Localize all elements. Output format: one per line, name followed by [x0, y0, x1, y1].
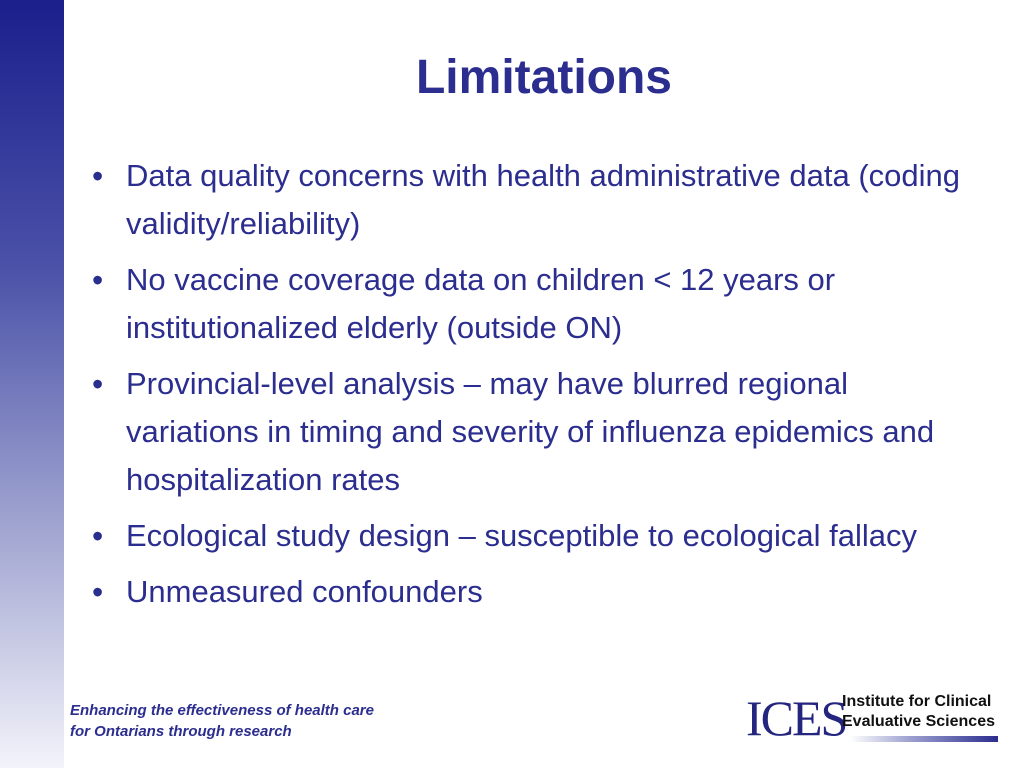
- logo-underline-bar: [850, 736, 998, 742]
- bullet-text: Unmeasured confounders: [126, 574, 483, 609]
- bullet-dot-icon: •: [92, 518, 104, 554]
- left-gradient-bar: [0, 0, 64, 768]
- footer-tagline: [70, 700, 374, 742]
- bullet-dot-icon: •: [92, 574, 104, 610]
- bullet-list: [88, 152, 968, 624]
- slide-title: Limitations: [415, 51, 672, 104]
- ices-logo-line1: Institute for Clinical: [842, 693, 992, 710]
- ices-logo-text: [842, 692, 995, 732]
- bullet-dot-icon: •: [92, 262, 104, 298]
- bullet-dot-icon: •: [92, 158, 104, 194]
- footer-tagline-line1: Enhancing the effectiveness of health care: [70, 702, 374, 719]
- bullet-item: [88, 152, 968, 248]
- bullet-item: [88, 256, 968, 352]
- bullet-text: Data quality concerns with health administrative data (coding validity/reliability): [126, 158, 961, 241]
- ices-logo-mark: ICES: [746, 690, 847, 746]
- bullet-dot-icon: •: [92, 366, 104, 402]
- bullet-item: [88, 360, 968, 504]
- bullet-item: [88, 568, 968, 616]
- ices-logo: [746, 690, 998, 746]
- bullet-item: [88, 512, 968, 560]
- bullet-text: No vaccine coverage data on children < 12 years or institutionalized elderly (outside ON): [126, 262, 836, 345]
- footer-tagline-line2: for Ontarians through research: [70, 723, 292, 740]
- bullet-text: Provincial-level analysis – may have blurred regional variations in timing and severity of influenza epidemics and hospitalization rates: [126, 366, 935, 497]
- bullet-text: Ecological study design – susceptible to ecological fallacy: [126, 518, 917, 553]
- ices-logo-line2: Evaluative Sciences: [842, 713, 995, 730]
